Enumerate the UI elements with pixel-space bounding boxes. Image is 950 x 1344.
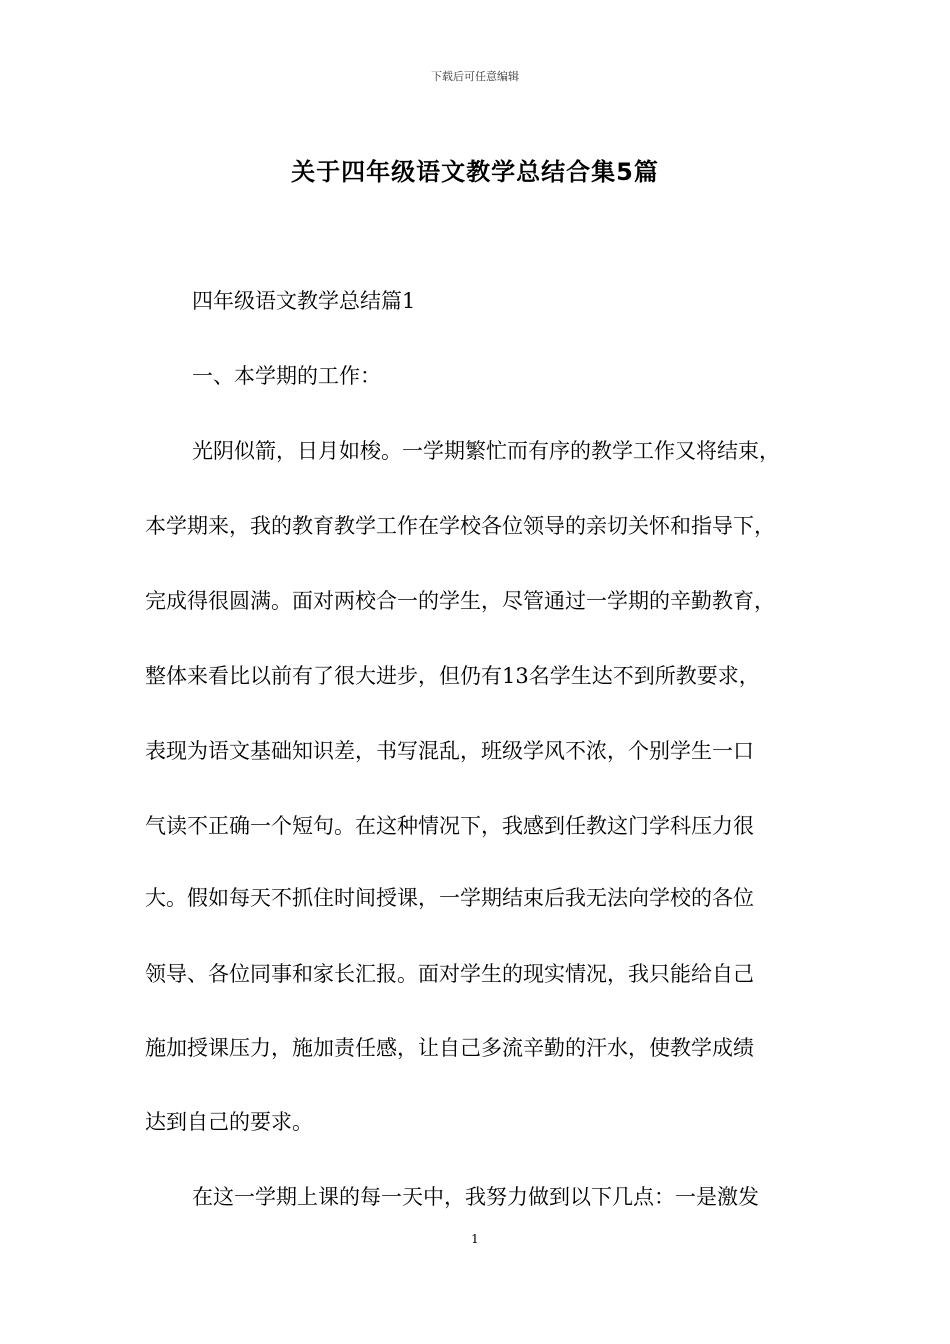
paragraph-line: 气读不正确一个短句。在这种情况下，我感到任教这门学科压力很 xyxy=(145,814,754,838)
page-number: 1 xyxy=(471,1232,479,1246)
paragraph-line: 在这一学期上课的每一天中，我努力做到以下几点：一是激发 xyxy=(192,1185,759,1209)
section-heading: 四年级语文教学总结篇1 xyxy=(192,289,416,313)
header-note: 下载后可任意编辑 xyxy=(431,70,519,83)
document-title: 关于四年级语文教学总结合集5篇 xyxy=(291,158,659,186)
paragraph-line: 施加授课压力，施加责任感，让自己多流辛勤的汗水，使教学成绩 xyxy=(145,1036,754,1060)
paragraph-line: 大。假如每天不抓住时间授课，一学期结束后我无法向学校的各位 xyxy=(145,886,754,910)
paragraph-line: 本学期来，我的教育教学工作在学校各位领导的亲切关怀和指导下， xyxy=(145,514,775,538)
paragraph-line: 领导、各位同事和家长汇报。面对学生的现实情况，我只能给自己 xyxy=(145,962,754,986)
paragraph-line: 达到自己的要求。 xyxy=(145,1110,313,1134)
paragraph-line: 光阴似箭，日月如梭。一学期繁忙而有序的教学工作又将结束， xyxy=(192,439,780,463)
paragraph-line: 表现为语文基础知识差，书写混乱，班级学风不浓，个别学生一口 xyxy=(145,739,754,763)
paragraph-line: 完成得很圆满。面对两校合一的学生，尽管通过一学期的辛勤教育， xyxy=(145,589,775,613)
paragraph-line: 整体来看比以前有了很大进步，但仍有13名学生达不到所教要求， xyxy=(145,664,760,688)
subheading: 一、本学期的工作： xyxy=(192,364,381,388)
